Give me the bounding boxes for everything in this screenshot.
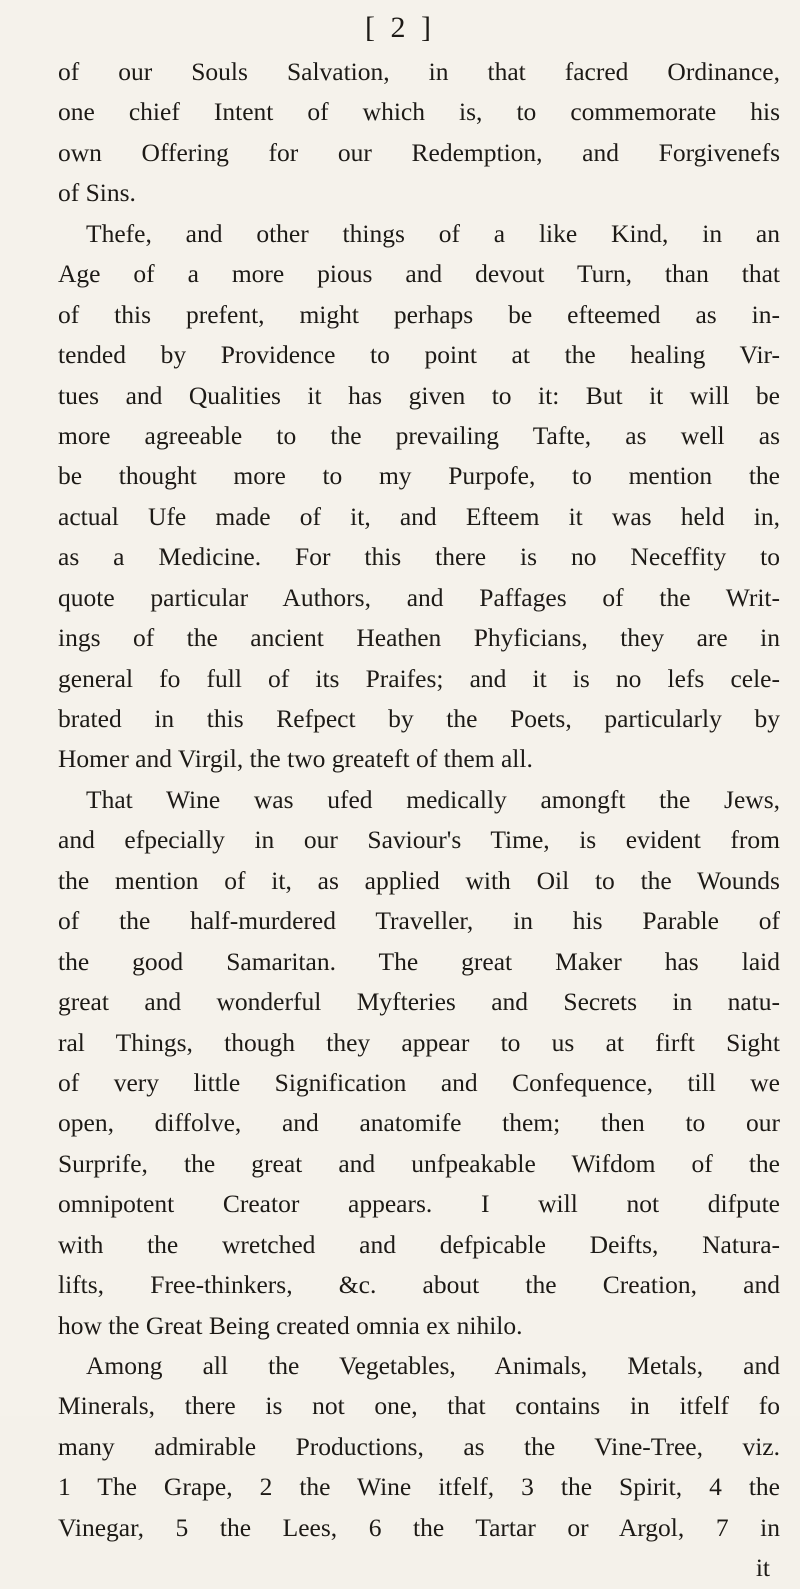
text-line: as a Medicine. For this there is no Neceffity to <box>58 542 780 572</box>
text-line: more agreeable to the prevailing Tafte, as well as <box>58 420 780 450</box>
text-line: Thefe, and other things of a like Kind, in an <box>86 218 780 248</box>
text-line: open, diffolve, and anatomife them; then to our <box>58 1108 780 1138</box>
text-line: tended by Providence to point at the healing Vir- <box>58 340 780 370</box>
text-line: the mention of it, as applied with Oil to the Wounds <box>58 865 780 895</box>
text-line: many admirable Productions, as the Vine-Tree, viz. <box>58 1431 780 1461</box>
text-line: actual Ufe made of it, and Efteem it was held in, <box>58 501 780 531</box>
text-line: be thought more to my Purpofe, to mention the <box>58 461 780 491</box>
text-line: Among all the Vegetables, Animals, Metals, and <box>86 1351 780 1380</box>
body-text <box>58 52 780 1589</box>
text-line: brated in this Refpect by the Poets, particularly by <box>58 704 780 733</box>
text-line: Age of a more pious and devout Turn, than that <box>58 259 780 289</box>
catchword: it <box>755 1553 770 1583</box>
text-line: Minerals, there is not one, that contains in itfelf fo <box>58 1391 780 1421</box>
text-line: ings of the ancient Heathen Phyficians, they are in <box>58 623 780 653</box>
text-line: own Offering for our Redemption, and Forgivenefs <box>58 137 780 167</box>
text-line: omnipotent Creator appears. I will not difpute <box>58 1189 780 1219</box>
text-line: Homer and Virgil, the two greateft of them all. <box>58 744 533 774</box>
text-line: general fo full of its Praifes; and it is no lefs cele- <box>58 663 780 693</box>
text-line: the good Samaritan. The great Maker has laid <box>58 946 780 976</box>
text-line: one chief Intent of which is, to commemorate his <box>58 97 780 127</box>
text-line: ral Things, though they appear to us at firft Sight <box>58 1027 780 1057</box>
text-line: Surprife, the great and unfpeakable Wifdom of the <box>58 1148 780 1178</box>
text-line: Vinegar, 5 the Lees, 6 the Tartar or Argol, 7 in <box>58 1512 780 1542</box>
text-line: of the half-murdered Traveller, in his Parable of <box>58 906 780 936</box>
text-line: of Sins. <box>58 178 136 208</box>
text-line: of very little Signification and Confequence, till we <box>58 1067 780 1097</box>
text-line: of our Souls Salvation, in that facred Ordinance, <box>58 57 780 86</box>
text-line: quote particular Authors, and Paffages of the Writ- <box>58 582 780 612</box>
text-line: lifts, Free-thinkers, &c. about the Creation, and <box>58 1270 780 1300</box>
text-line: great and wonderful Myfteries and Secrets in natu- <box>58 987 780 1017</box>
page-number: [ 2 ] <box>365 11 435 44</box>
text-line: how the Great Being created omnia ex nihilo. <box>58 1310 523 1340</box>
text-line: That Wine was ufed medically amongft the Jews, <box>86 784 780 814</box>
text-line: tues and Qualities it has given to it: But it will be <box>58 380 780 410</box>
text-line: with the wretched and defpicable Deifts, Natura- <box>58 1229 780 1259</box>
text-line: 1 The Grape, 2 the Wine itfelf, 3 the Spirit, 4 the <box>58 1472 780 1502</box>
text-line: of this prefent, might perhaps be efteemed as in- <box>58 299 780 329</box>
text-line: and efpecially in our Saviour's Time, is evident from <box>58 825 780 855</box>
